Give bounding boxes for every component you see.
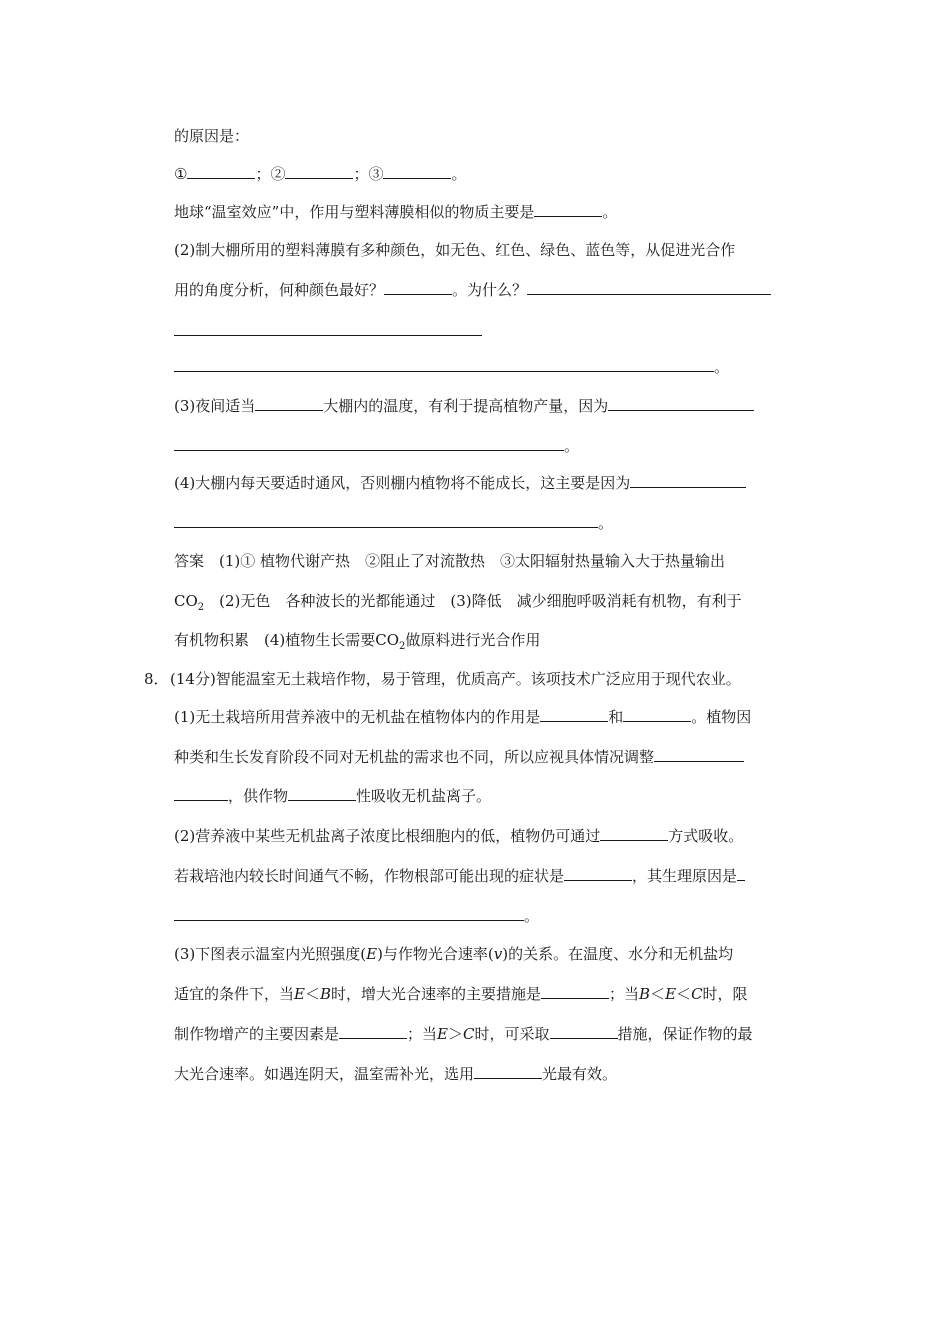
answer-line-3: 有机物积累 (4)植物生长需要$CO_2$做原料进行光合作用 xyxy=(174,631,541,652)
blank-night-reason-a[interactable] xyxy=(608,396,754,411)
blank-salt-role-1[interactable] xyxy=(540,707,608,722)
q8-line-7: 。 xyxy=(174,906,814,926)
question-number-8: 8． xyxy=(144,670,169,688)
q8-line-5: (2)营养液中某些无机盐离子浓度比根细胞内的低，植物仍可通过 方式吸收。 xyxy=(174,827,744,845)
q8-line-11: 大光合速率。如遇连阴天，温室需补光，选用 光最有效。 xyxy=(174,1065,618,1083)
q7-line-7: 。 xyxy=(174,357,814,377)
q7-line-1: 的原因是： xyxy=(174,127,250,145)
q7-line-9: 。 xyxy=(174,436,814,456)
q8-line-3: 种类和生长发育阶段不同对无机盐的需求也不同，所以应视具体情况调整 xyxy=(174,747,814,767)
q7-line-8: (3)夜间适当 大棚内的温度，有利于提高植物产量，因为 xyxy=(174,396,814,416)
blank-symptom[interactable] xyxy=(564,866,632,881)
q8-line-8: (3)下图表示温室内光照强度(E)与作物光合速率(v)的关系。在温度、水分和无机盐均 xyxy=(174,945,734,963)
q7-line-3: 地球“温室效应”中，作用与塑料薄膜相似的物质主要是 。 xyxy=(174,203,618,221)
blank-greenhouse-gas[interactable] xyxy=(534,202,602,217)
blank-action[interactable] xyxy=(550,1024,618,1039)
q8-line-1: (14分)智能温室无土栽培作物，易于管理，优质高产。该项技术广泛应用于现代农业。 xyxy=(170,670,741,688)
blank-night-reason-b[interactable] xyxy=(174,436,564,451)
blank-adjust-a[interactable] xyxy=(654,747,744,762)
blank-salt-role-2[interactable] xyxy=(623,707,691,722)
blank-2[interactable] xyxy=(285,164,353,179)
q8-line-6: 若栽培池内较长时间通气不畅，作物根部可能出现的症状是 ，其生理原因是 xyxy=(174,866,814,886)
q8-line-4: ，供作物 性吸收无机盐离子。 xyxy=(174,786,814,806)
blank-color[interactable] xyxy=(384,280,452,295)
q7-line-11: 。 xyxy=(174,513,814,533)
blank-adjust-b[interactable] xyxy=(174,786,228,801)
blank-reason-c[interactable] xyxy=(174,357,714,372)
q7-line-10: (4)大棚内每天要适时通风，否则棚内植物将不能成长，这主要是因为 xyxy=(174,473,814,493)
blank-1[interactable] xyxy=(187,164,255,179)
blank-night-temp[interactable] xyxy=(255,396,323,411)
q7-line-2: ① ；② ；③ 。 xyxy=(174,165,467,183)
blank-reason-a[interactable] xyxy=(527,280,771,295)
q8-line-2: (1)无土栽培所用营养液中的无机盐在植物体内的作用是 和 。植物因 xyxy=(174,708,752,726)
blank-selective[interactable] xyxy=(288,786,356,801)
q7-line-5: 用的角度分析，何种颜色最好？ 。为什么？ xyxy=(174,280,814,300)
blank-reason-b[interactable] xyxy=(174,335,482,336)
blank-ventilation-b[interactable] xyxy=(174,513,598,528)
blank-limit-factor[interactable] xyxy=(339,1024,407,1039)
blank-absorb-method[interactable] xyxy=(600,826,668,841)
blank-measure[interactable] xyxy=(541,984,609,999)
q7-line-4: (2)制大棚所用的塑料薄膜有多种颜色，如无色、红色、绿色、蓝色等，从促进光合作 xyxy=(174,241,736,259)
blank-cause-a[interactable] xyxy=(737,866,745,881)
q8-line-10: 制作物增产的主要因素是 ；当E＞C时，可采取 措施，保证作物的最 xyxy=(174,1025,753,1043)
blank-cause-b[interactable] xyxy=(174,906,524,921)
blank-3[interactable] xyxy=(383,164,451,179)
answer-line-2: $CO_2$ (2)无色 各种波长的光都能通过 (3)降低 减少细胞呼吸消耗有机物，有利于 xyxy=(174,592,742,613)
answer-line-1: 答案 (1)① 植物代谢产热 ②阻止了对流散热 ③太阳辐射热量输入大于热量输出 xyxy=(174,552,726,570)
q8-line-9: 适宜的条件下，当E＜B时，增大光合速率的主要措施是 ；当B＜E＜C时，限 xyxy=(174,985,748,1003)
blank-ventilation-a[interactable] xyxy=(630,473,746,488)
blank-light-color[interactable] xyxy=(474,1064,542,1079)
